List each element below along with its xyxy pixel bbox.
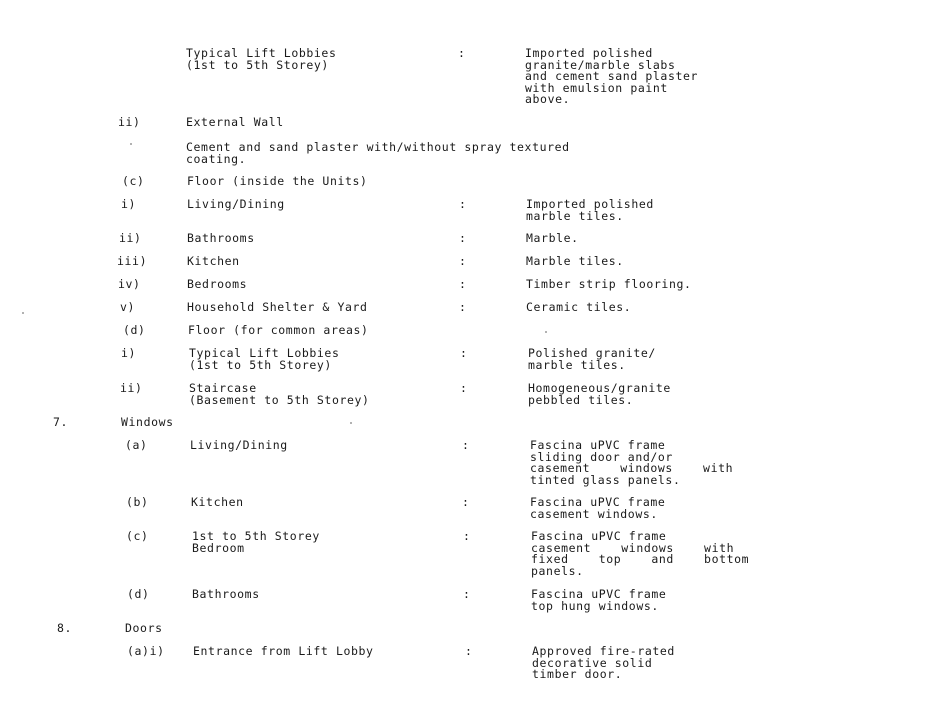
row-number: (b) (126, 495, 149, 509)
row-label: Typical Lift Lobbies (1st to 5th Storey) (189, 346, 340, 372)
row-number: (d) (123, 323, 146, 337)
row-value: Fascina uPVC frame top hung windows. (531, 587, 667, 613)
scan-speck (130, 143, 132, 145)
row-label: Floor (inside the Units) (187, 174, 368, 188)
row-value: Imported polished marble tiles. (526, 197, 654, 223)
row-label: 1st to 5th Storey Bedroom (192, 529, 320, 555)
row-label: Bathrooms (192, 587, 260, 601)
row-colon: : (458, 46, 466, 60)
row-number: v) (120, 300, 136, 314)
row-number: ii) (120, 381, 143, 395)
row-value: Fascina uPVC frame sliding door and/or casement windows with tinted glass panels. (530, 438, 734, 487)
row-number: (c) (126, 529, 149, 543)
row-label: Living/Dining (187, 197, 285, 211)
row-label: External Wall (186, 115, 284, 129)
row-colon: : (459, 300, 467, 314)
row-colon: : (459, 254, 467, 268)
section-number: 7. (53, 415, 69, 429)
row-colon: : (465, 644, 473, 658)
section-heading: Doors (125, 621, 163, 635)
row-colon: : (460, 381, 468, 395)
row-label: Bedrooms (187, 277, 248, 291)
row-label: Entrance from Lift Lobby (193, 644, 374, 658)
row-number: iv) (118, 277, 141, 291)
row-value: Polished granite/ marble tiles. (528, 346, 656, 372)
scan-speck (350, 422, 352, 424)
scan-speck (22, 312, 24, 314)
row-number: i) (121, 346, 137, 360)
row-colon: : (460, 346, 468, 360)
row-value: Approved fire-rated decorative solid timber door. (532, 644, 675, 681)
row-colon: : (462, 495, 470, 509)
row-number: (a) (125, 438, 148, 452)
row-label: Staircase (Basement to 5th Storey) (189, 381, 370, 407)
row-value: Timber strip flooring. (526, 277, 692, 291)
row-number: (d) (127, 587, 150, 601)
row-value: Imported polished granite/marble slabs and cement sand plaster with emulsion paint above. (525, 46, 699, 106)
row-number: (c) (122, 174, 145, 188)
row-value: Ceramic tiles. (526, 300, 632, 314)
row-label: Floor (for common areas) (188, 323, 369, 337)
row-label: Living/Dining (190, 438, 288, 452)
row-number: ii) (118, 115, 141, 129)
section-number: 8. (57, 621, 73, 635)
row-label: Bathrooms (187, 231, 255, 245)
row-value: Homogeneous/granite pebbled tiles. (528, 381, 671, 407)
scan-speck (545, 331, 547, 333)
row-paragraph: Cement and sand plaster with/without spray textured coating. (186, 140, 570, 166)
row-colon: : (459, 231, 467, 245)
row-value: Fascina uPVC frame casement windows with fixed top and bottom panels. (531, 529, 750, 578)
row-label: Typical Lift Lobbies (1st to 5th Storey) (186, 46, 337, 72)
row-number: i) (121, 197, 137, 211)
row-colon: : (459, 197, 467, 211)
row-label: Kitchen (187, 254, 240, 268)
row-colon: : (463, 587, 471, 601)
row-label: Kitchen (191, 495, 244, 509)
row-value: Marble. (526, 231, 579, 245)
section-heading: Windows (121, 415, 174, 429)
row-colon: : (462, 438, 470, 452)
row-number: iii) (117, 254, 148, 268)
row-label: Household Shelter & Yard (187, 300, 368, 314)
row-colon: : (463, 529, 471, 543)
row-value: Marble tiles. (526, 254, 624, 268)
row-number: (a)i) (127, 644, 165, 658)
row-number: ii) (119, 231, 142, 245)
row-colon: : (459, 277, 467, 291)
row-value: Fascina uPVC frame casement windows. (530, 495, 666, 521)
